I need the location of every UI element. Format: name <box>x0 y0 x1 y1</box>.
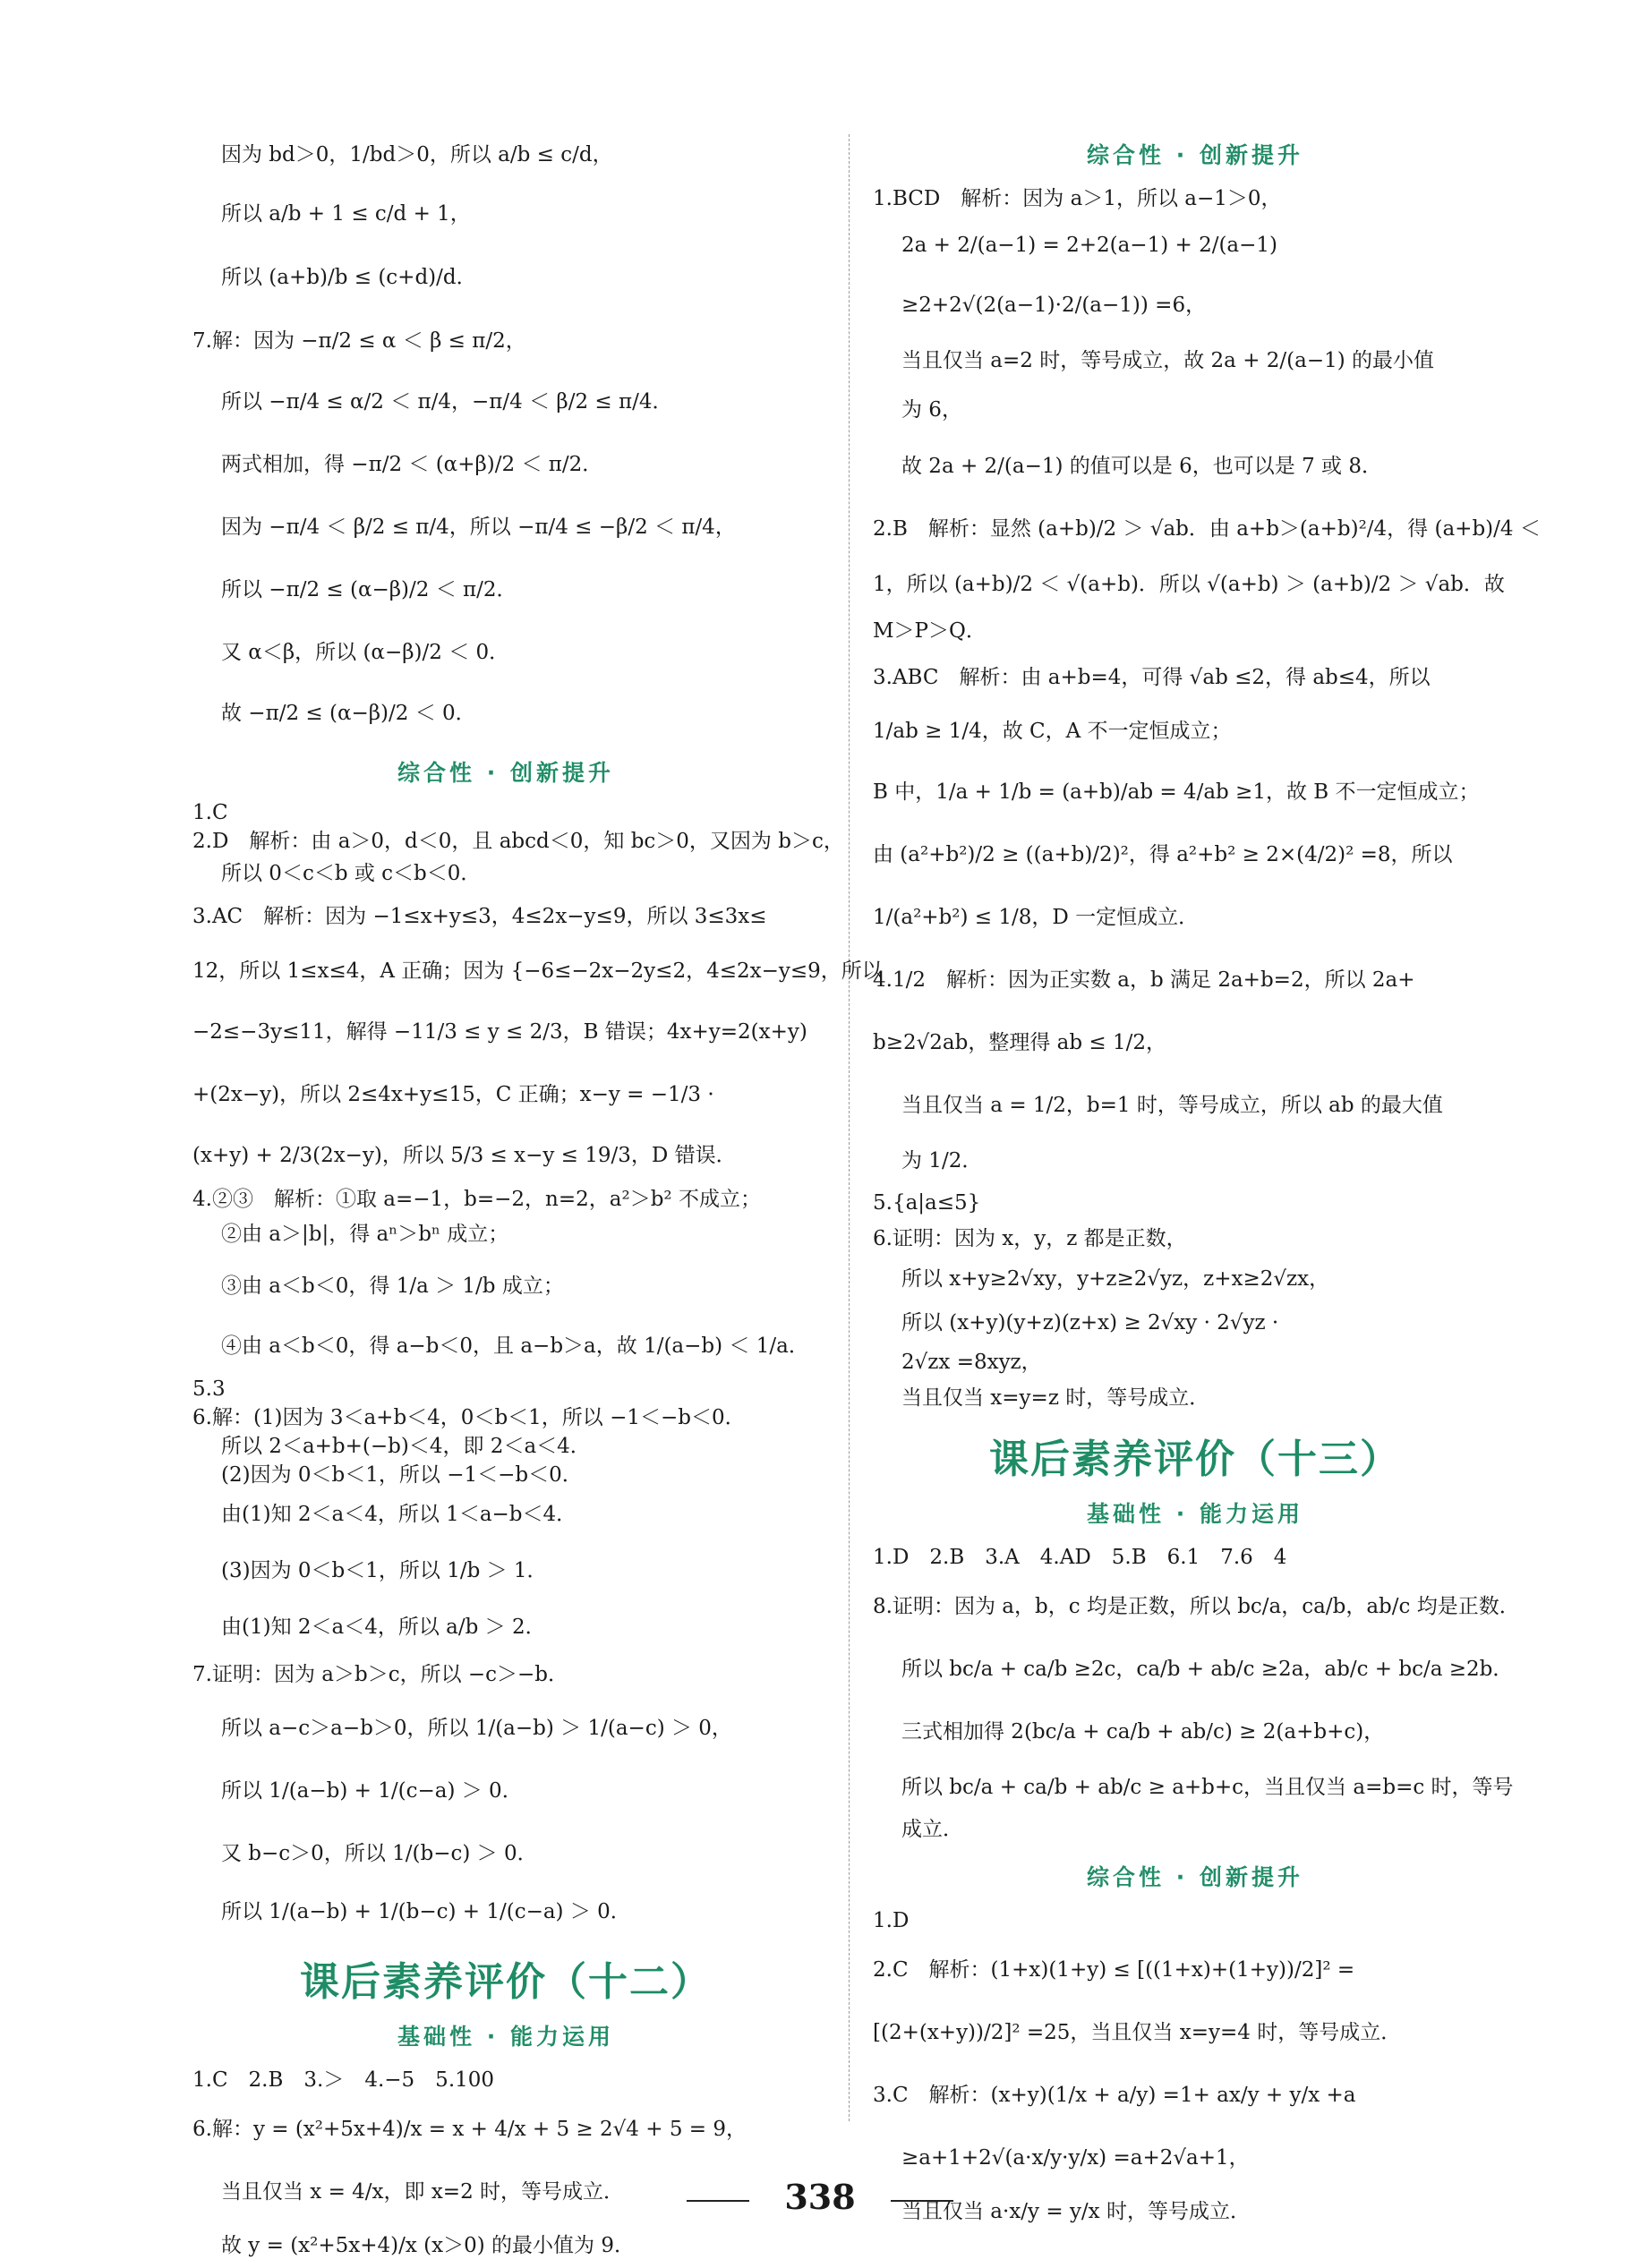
answer-line: 所以 bc/a + ca/b ≥2c，ca/b + ab/c ≥2a，ab/c + bc/a ≥2b． <box>901 1658 1514 1681</box>
answer-line: 1/ab ≥ 1/4，故 C，A 不一定恒成立； <box>873 720 1232 743</box>
answer-line: 7.证明：因为 a＞b＞c，所以 −c＞−b． <box>192 1663 569 1686</box>
answer-line: 7.解：因为 −π/2 ≤ α ＜ β ≤ π/2， <box>192 329 526 353</box>
answer-line: 由 (a²+b²)/2 ≥ ((a+b)/2)²，得 a²+b² ≥ 2×(4/2)² =8，所以 <box>873 843 1453 866</box>
answer-line: 为 1/2． <box>901 1149 983 1172</box>
answer-line: ≥a+1+2√(a·x/y·y/x) =a+2√a+1， <box>901 2146 1250 2170</box>
footer-rule-right <box>891 2200 953 2202</box>
answer-line: 4.②③ 解析：①取 a=−1，b=−2，n=2，a²＞b² 不成立； <box>192 1188 761 1211</box>
answer-line: (x+y) + 2/3(2x−y)，所以 5/3 ≤ x−y ≤ 19/3，D 错误． <box>192 1144 737 1167</box>
answer-line: 1.C 2.B 3.＞ 4.−5 5.100 <box>192 2068 495 2092</box>
answer-line: ②由 a＞|b|，得 aⁿ＞bⁿ 成立； <box>221 1223 509 1246</box>
answer-line: 故 y = (x²+5x+4)/x (x＞0) 的最小值为 9． <box>221 2234 635 2257</box>
answer-line: 又 α＜β，所以 (α−β)/2 ＜ 0． <box>221 641 510 664</box>
column-divider <box>849 134 850 2121</box>
answer-line: 2.B 解析：显然 (a+b)/2 ＞ √ab．由 a+b＞(a+b)²/4，得 (a+b)/4 ＜ <box>873 517 1541 541</box>
answer-line: 12，所以 1≤x≤4，A 正确；因为 {−6≤−2x−2y≤2，4≤2x−y≤9，所以 <box>192 959 883 983</box>
answer-line: (2)因为 0＜b＜1，所以 −1＜−b＜0． <box>221 1463 583 1487</box>
answer-line: 1.D <box>873 1909 910 1932</box>
answer-line: 6.解：(1)因为 3＜a+b＜4，0＜b＜1，所以 −1＜−b＜0． <box>192 1406 746 1429</box>
answer-line: 8.证明：因为 a，b，c 均是正数，所以 bc/a，ca/b，ab/c 均是正数． <box>873 1595 1520 1618</box>
answer-line: 因为 −π/4 ＜ β/2 ≤ π/4，所以 −π/4 ≤ −β/2 ＜ π/4， <box>221 516 736 539</box>
answer-line: 1.D 2.B 3.A 4.AD 5.B 6.1 7.6 4 <box>873 1546 1287 1569</box>
answer-line: 因为 bd＞0，1/bd＞0，所以 a/b ≤ c/d， <box>221 143 613 166</box>
answer-line: 所以 bc/a + ca/b + ab/c ≥ a+b+c，当且仅当 a=b=c 时，等号 <box>901 1776 1514 1799</box>
answer-line: b≥2√2ab，整理得 ab ≤ 1/2， <box>873 1031 1167 1054</box>
answer-line: −2≤−3y≤11，解得 −11/3 ≤ y ≤ 2/3，B 错误；4x+y=2(x+y) <box>192 1020 807 1044</box>
answer-line: 所以 x+y≥2√xy，y+z≥2√yz，z+x≥2√zx， <box>901 1267 1330 1291</box>
answer-line: 3.AC 解析：因为 −1≤x+y≤3，4≤2x−y≤9，所以 3≤3x≤ <box>192 905 767 928</box>
answer-line: 5.3 <box>192 1377 226 1401</box>
answer-line: 当且仅当 a·x/y = y/x 时，等号成立． <box>901 2200 1251 2223</box>
answer-line: 2.D 解析：由 a＞0，d＜0，且 abcd＜0，知 bc＞0，又因为 b＞c， <box>192 830 844 853</box>
section-heading: 综合性 · 创新提升 <box>1087 142 1303 168</box>
answer-line: 2.C 解析：(1+x)(1+y) ≤ [((1+x)+(1+y))/2]² = <box>873 1958 1355 1982</box>
answer-line: 所以 0＜c＜b 或 c＜b＜0． <box>221 862 482 885</box>
answer-line: 所以 a/b + 1 ≤ c/d + 1， <box>221 202 471 226</box>
answer-line: 1.C <box>192 801 228 824</box>
answer-line: 当且仅当 x = 4/x，即 x=2 时，等号成立． <box>221 2180 625 2204</box>
right-column <box>873 125 1541 2234</box>
footer-rule-left <box>687 2200 749 2202</box>
answer-line: 所以 (x+y)(y+z)(z+x) ≥ 2√xy · 2√yz · <box>901 1311 1279 1334</box>
answer-line: 所以 2＜a+b+(−b)＜4，即 2＜a＜4． <box>221 1435 591 1458</box>
section-heading: 综合性 · 创新提升 <box>1087 1864 1303 1890</box>
answer-line: 由(1)知 2＜a＜4，所以 1＜a−b＜4． <box>221 1503 577 1526</box>
answer-line: 3.ABC 解析：由 a+b=4，可得 √ab ≤2，得 ab≤4，所以 <box>873 666 1431 689</box>
answer-line: 所以 (a+b)/b ≤ (c+d)/d． <box>221 266 477 289</box>
answer-line: (3)因为 0＜b＜1，所以 1/b ＞ 1． <box>221 1559 548 1582</box>
answer-line: 故 −π/2 ≤ (α−β)/2 ＜ 0． <box>221 702 476 725</box>
section-heading: 综合性 · 创新提升 <box>397 760 614 786</box>
section-heading: 基础性 · 能力运用 <box>1087 1501 1303 1527</box>
answer-line: [(2+(x+y))/2]² =25，当且仅当 x=y=4 时，等号成立． <box>873 2021 1402 2044</box>
answer-line: 所以 a−c＞a−b＞0，所以 1/(a−b) ＞ 1/(a−c) ＞ 0， <box>221 1717 732 1740</box>
answer-line: 5.{a|a≤5} <box>873 1191 981 1215</box>
answer-line: 又 b−c＞0，所以 1/(b−c) ＞ 0． <box>221 1842 538 1865</box>
answer-line: 6.证明：因为 x，y，z 都是正数， <box>873 1227 1187 1250</box>
chapter-title: 课后素养评价（十二） <box>300 1959 712 2005</box>
answer-line: ④由 a＜b＜0，得 a−b＜0，且 a−b＞a，故 1/(a−b) ＜ 1/a． <box>221 1334 809 1358</box>
answer-line: 6.解：y = (x²+5x+4)/x = x + 4/x + 5 ≥ 2√4 + 5 = 9， <box>192 2118 747 2141</box>
answer-line: 故 2a + 2/(a−1) 的值可以是 6，也可以是 7 或 8． <box>901 455 1382 478</box>
answer-line: 4.1/2 解析：因为正实数 a，b 满足 2a+b=2，所以 2a+ <box>873 968 1415 992</box>
page-number: 338 <box>784 2177 856 2217</box>
answer-line: +(2x−y)，所以 2≤4x+y≤15，C 正确；x−y = −1/3 · <box>192 1083 714 1106</box>
answer-line: 1.BCD 解析：因为 a＞1，所以 a−1＞0， <box>873 187 1282 210</box>
answer-line: 成立． <box>901 1818 963 1841</box>
answer-line: 当且仅当 a=2 时，等号成立，故 2a + 2/(a−1) 的最小值 <box>901 349 1435 372</box>
answer-line: 当且仅当 a = 1/2，b=1 时，等号成立，所以 ab 的最大值 <box>901 1094 1443 1117</box>
answer-line: 为 6， <box>901 398 962 422</box>
answer-line: 3.C 解析：(x+y)(1/x + a/y) =1+ ax/y + y/x +a <box>873 2084 1356 2107</box>
answer-line: 两式相加，得 −π/2 ＜ (α+β)/2 ＜ π/2． <box>221 453 603 476</box>
answer-line: B 中，1/a + 1/b = (a+b)/ab = 4/ab ≥1，故 B 不一定恒成立； <box>873 780 1480 804</box>
answer-line: 所以 −π/2 ≤ (α−β)/2 ＜ π/2． <box>221 578 517 601</box>
page-footer <box>0 2177 1640 2217</box>
answer-line: 由(1)知 2＜a＜4，所以 a/b ＞ 2． <box>221 1616 546 1639</box>
section-heading: 基础性 · 能力运用 <box>397 2024 614 2050</box>
answer-line: 1/(a²+b²) ≤ 1/8，D 一定恒成立． <box>873 906 1200 929</box>
answer-line: ③由 a＜b＜0，得 1/a ＞ 1/b 成立； <box>221 1275 564 1298</box>
answer-line: 2√zx =8xyz， <box>901 1351 1042 1374</box>
answer-line: 2a + 2/(a−1) = 2+2(a−1) + 2/(a−1) <box>901 234 1278 257</box>
answer-line: 三式相加得 2(bc/a + ca/b + ab/c) ≥ 2(a+b+c)， <box>901 1720 1385 1744</box>
answer-line: 当且仅当 x=y=z 时，等号成立． <box>901 1386 1210 1410</box>
answer-line: ≥2+2√(2(a−1)·2/(a−1)) =6， <box>901 294 1207 317</box>
answer-line: 所以 −π/4 ≤ α/2 ＜ π/4，−π/4 ＜ β/2 ≤ π/4． <box>221 390 673 414</box>
answer-line: 所以 1/(a−b) + 1/(b−c) + 1/(c−a) ＞ 0． <box>221 1900 631 1923</box>
answer-line: 所以 1/(a−b) + 1/(c−a) ＞ 0． <box>221 1779 523 1803</box>
chapter-title: 课后素养评价（十三） <box>989 1437 1401 1482</box>
answer-line: M＞P＞Q． <box>873 619 987 643</box>
answer-line: 1，所以 (a+b)/2 ＜ √(a+b)．所以 √(a+b) ＞ (a+b)/2 ＞ √ab．故 <box>873 573 1505 596</box>
